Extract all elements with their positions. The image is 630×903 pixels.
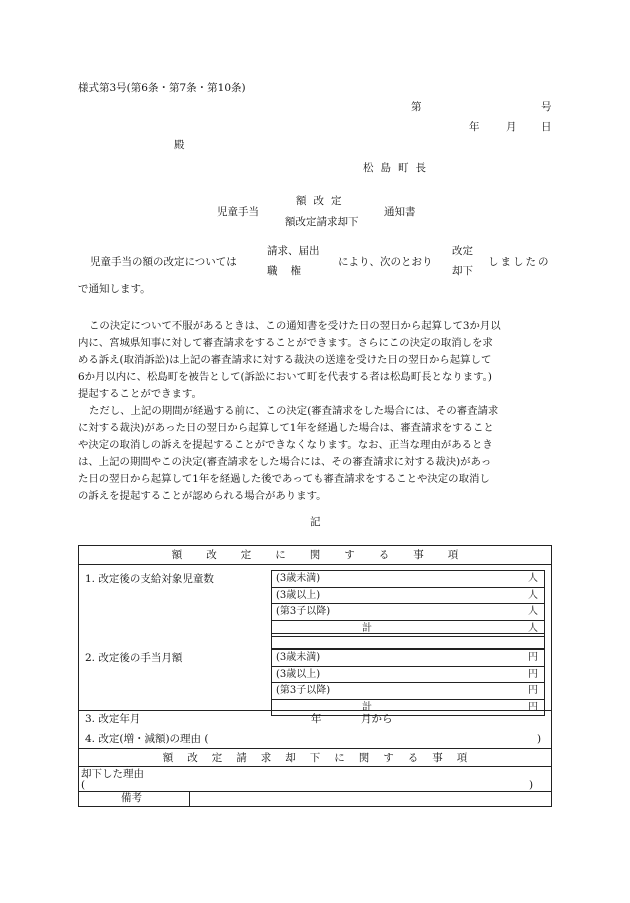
item3-year: 年 (311, 713, 322, 725)
blank-spacer-row (271, 633, 545, 649)
intro-option-b1: 改定 (452, 245, 473, 257)
row-label: (第3子以降) (276, 606, 331, 618)
row-unit: 人 (528, 573, 538, 584)
row-unit: 円 (528, 668, 538, 680)
item1-label: 1. 改定後の支給対象児童数 (85, 573, 214, 585)
intro-option-b2: 却下 (452, 265, 473, 277)
row-label: (3歳未満) (276, 573, 321, 584)
rejection-header: 額改定請求却下に関する事項 (79, 748, 551, 767)
title-option-2: 額改定請求却下 (285, 216, 359, 228)
child-count-row (272, 604, 544, 621)
para2-line: に対する裁決)があった日の翌日から起算して1年を経過した場合は、審査請求をすること (78, 422, 494, 434)
details-table (78, 545, 552, 807)
rejection-open-paren: ( (81, 779, 86, 791)
row-label: (3歳以上) (276, 589, 321, 601)
intro-part3: しましたの (488, 256, 551, 268)
form-number: 様式第3号(第6条・第7条・第10条) (78, 82, 246, 94)
date-day: 日 (541, 121, 552, 133)
title-suffix: 通知書 (384, 206, 416, 218)
para2-line: た日の翌日から起算して1年を経過した後であっても審査請求をすることや決定の取消し (78, 473, 490, 485)
intro-part1: 児童手当の額の改定については (90, 256, 237, 268)
para2-line: ただし、上記の期間が経過する前に、この決定(審査請求をした場合には、その審査請求 (89, 405, 499, 417)
intro-option-a2: 職権 (267, 265, 314, 277)
issuer: 松島町長 (363, 162, 433, 174)
monthly-amount-row (272, 650, 544, 667)
para1-line: める訴え(取消訴訟)は上記の審査請求に対する裁決の送達を受けた日の翌日から起算して (78, 354, 492, 366)
child-count-row (272, 571, 544, 588)
item3-month-from: 月から (361, 713, 393, 725)
intro-part2: により、次のとおり (338, 256, 433, 268)
date-month: 月 (506, 121, 517, 133)
ki-heading: 記 (310, 516, 321, 528)
date-year: 年 (469, 121, 480, 133)
para1-line: 提起することができます。 (78, 388, 202, 400)
row-label: (3歳以上) (276, 668, 321, 680)
item4-label: 4. 改定(増・減額)の理由 ( (85, 733, 209, 745)
title-option-1: 額改定 (296, 195, 349, 207)
row-label: (3歳未満) (276, 652, 321, 663)
divider (189, 791, 190, 807)
notice-paragraph-1 (78, 318, 553, 403)
para1-line: 内に、宮城県知事に対して審査請求をすることができます。さらにこの決定の取消しを求 (78, 337, 493, 349)
divider (79, 791, 551, 792)
row-unit: 円 (528, 701, 538, 713)
child-count-box (271, 570, 545, 637)
number-go: 号 (541, 101, 552, 113)
item4-close-paren: ) (537, 733, 542, 745)
number-dai: 第 (411, 101, 422, 113)
row-label: (第3子以降) (276, 685, 331, 697)
divider (79, 710, 551, 711)
para2-line: は、上記の期間やこの決定(審査請求をした場合には、その審査請求に対する裁決)があっ (78, 456, 492, 468)
notice-paragraph-2 (78, 403, 553, 505)
item2-label: 2. 改定後の手当月額 (85, 652, 183, 664)
item3-label: 3. 改定年月 (85, 713, 141, 725)
para2-line: の訴えを提起することが認められる場合があります。 (78, 490, 327, 502)
para1-line: この決定について不服があるときは、この通知書を受けた日の翌日から起算して3か月以 (89, 320, 501, 332)
rejection-close-paren: ) (529, 779, 534, 791)
intro-option-a1: 請求、届出 (267, 245, 320, 257)
row-unit: 人 (528, 606, 538, 618)
monthly-amount-box (271, 649, 545, 716)
row-label: 計 (362, 622, 372, 634)
amount-revision-header: 額改定に関する事項 (79, 546, 551, 565)
intro-part4: で通知します。 (78, 283, 151, 295)
child-count-row (272, 588, 544, 605)
para1-line: 6か月以内に、松島町を被告として(訴訟において町を代表する者は松島町長となります。) (78, 371, 492, 383)
row-label: 計 (362, 701, 372, 713)
row-unit: 人 (528, 622, 538, 634)
addressee-suffix: 殿 (174, 139, 185, 151)
monthly-amount-row (272, 683, 544, 700)
row-unit: 円 (528, 652, 538, 663)
para2-line: や決定の取消しの訴えを提起することができなくなります。なお、正当な理由があるとき (78, 439, 493, 451)
title-prefix: 児童手当 (217, 206, 259, 218)
remarks-label: 備考 (121, 792, 142, 804)
monthly-amount-row (272, 667, 544, 684)
row-unit: 人 (528, 589, 538, 601)
row-unit: 円 (528, 685, 538, 697)
rejection-reason-label: 却下した理由 (81, 768, 144, 780)
